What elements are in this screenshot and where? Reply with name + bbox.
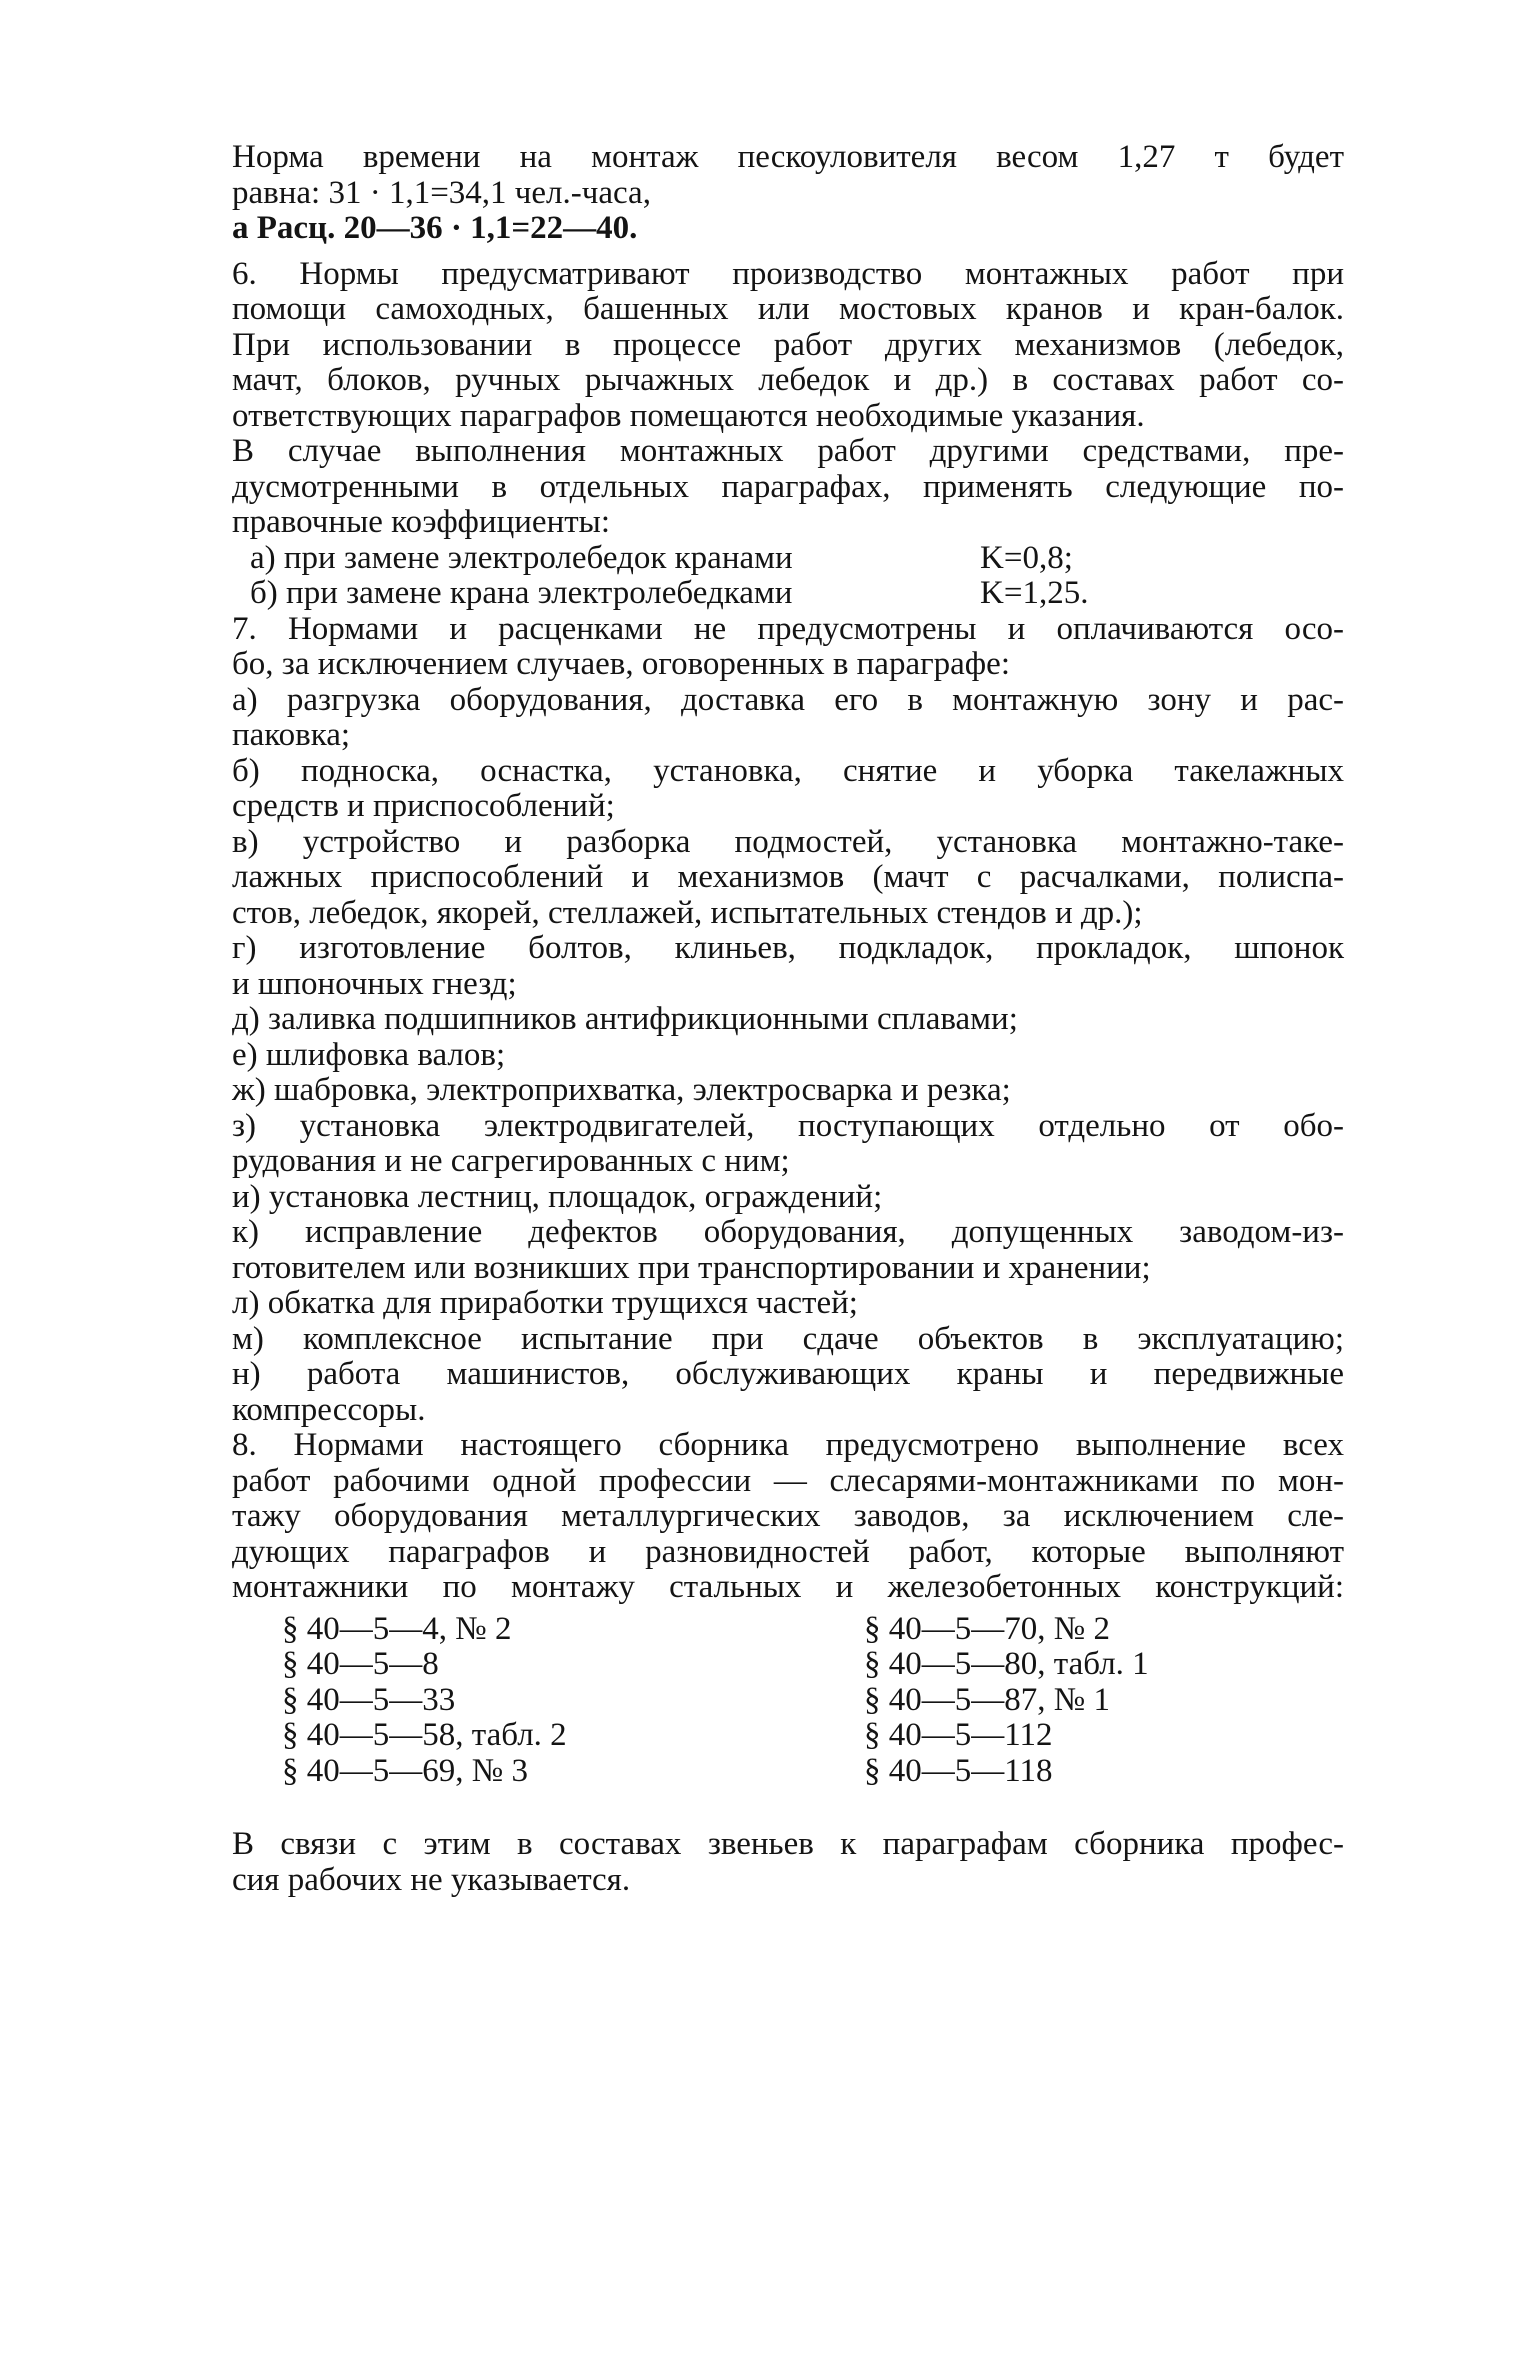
p6-line: ответствующих параграфов помещаются необходимые указания. [232, 397, 1145, 434]
list-item-line: паковка; [232, 717, 351, 753]
coefficient-text: а) при замене электролебедок кранами [250, 539, 793, 576]
list-item-line: и) установка лестниц, площадок, ограждений; [232, 1178, 883, 1215]
p7-line: бо, за исключением случаев, оговоренных в параграфе: [232, 646, 1010, 682]
list-item-line: б) подноска, оснастка, установка, снятие и уборка такелажных [232, 752, 1344, 789]
coefficient-row [232, 541, 1344, 577]
tail-line: сия рабочих не указывается. [232, 1861, 631, 1898]
coefficient-value: K=1,25. [980, 575, 1089, 611]
intro-line-1: Норма времени на монтаж пескоуловителя весом 1,27 т будет [232, 139, 1344, 175]
reference-left: § 40—5—58, табл. 2 [282, 1717, 567, 1753]
p6-line: 6. Нормы предусматривают производство монтажных работ при [232, 255, 1344, 292]
p6b-line: В случае выполнения монтажных работ другими средствами, пре- [232, 433, 1344, 469]
list-item-line: л) обкатка для приработки трущихся частей; [232, 1285, 858, 1321]
list-item-line: и шпоночных гнезд; [232, 965, 517, 1002]
p8-line: дующих параграфов и разновидностей работ, которые выполняют [232, 1533, 1344, 1570]
list-item-line: н) работа машинистов, обслуживающих краны и передвижные [232, 1356, 1344, 1392]
p7-line: 7. Нормами и расценками не предусмотрены и оплачиваются осо- [232, 610, 1344, 647]
document-page [232, 140, 1344, 1898]
reference-right: § 40—5—112 [864, 1717, 1053, 1753]
p6-line: помощи самоходных, башенных или мостовых кранов и кран-балок. [232, 291, 1344, 327]
list-item-line: м) комплексное испытание при сдаче объектов в эксплуатацию; [232, 1320, 1344, 1357]
p8-line: 8. Нормами настоящего сборника предусмотрено выполнение всех [232, 1427, 1344, 1463]
reference-right: § 40—5—118 [864, 1752, 1053, 1789]
list-item-line: ж) шабровка, электроприхватка, электросварка и резка; [232, 1072, 1011, 1108]
paragraph-6b [232, 434, 1344, 541]
paragraph-8 [232, 1428, 1344, 1606]
p6-line: При использовании в процессе работ других механизмов (лебедок, [232, 326, 1344, 363]
list-item-line: г) изготовление болтов, клиньев, подкладок, прокладок, шпонок [232, 930, 1344, 966]
p6-line: мачт, блоков, ручных рычажных лебедок и др.) в составах работ со- [232, 362, 1344, 398]
intro-block [232, 140, 1344, 247]
paragraph-references [282, 1612, 1344, 1790]
coefficient-value: K=0,8; [980, 539, 1073, 576]
list-item-line: лажных приспособлений и механизмов (мачт с расчалками, полиспа- [232, 859, 1344, 895]
tail-line: В связи с этим в составах звеньев к параграфам сборника профес- [232, 1826, 1344, 1862]
paragraph-7 [232, 612, 1344, 683]
coefficient-text: б) при замене крана электролебедками [250, 575, 793, 611]
list-item-line: готовителем или возникших при транспортировании и хранении; [232, 1249, 1151, 1286]
exclusion-list [232, 683, 1344, 1429]
reference-right: § 40—5—87, № 1 [864, 1681, 1110, 1718]
reference-left: § 40—5—33 [282, 1681, 456, 1718]
list-item-line: в) устройство и разборка подмостей, установка монтажно-таке- [232, 823, 1344, 860]
reference-left: § 40—5—4, № 2 [282, 1610, 512, 1647]
p8-line: монтажники по монтажу стальных и железобетонных конструкций: [232, 1569, 1344, 1605]
p8-line: работ рабочими одной профессии — слесарями-монтажниками по мон- [232, 1462, 1344, 1499]
list-item-line: компрессоры. [232, 1391, 426, 1428]
coefficient-list [232, 541, 1344, 612]
list-item-line: д) заливка подшипников антифрикционными сплавами; [232, 1001, 1018, 1037]
list-item-line: стов, лебедок, якорей, стеллажей, испытательных стендов и др.); [232, 894, 1143, 931]
reference-right: § 40—5—80, табл. 1 [864, 1646, 1149, 1682]
list-item-line: з) установка электродвигателей, поступающих отдельно от обо- [232, 1107, 1344, 1144]
p8-line: тажу оборудования металлургических заводов, за исключением сле- [232, 1498, 1344, 1534]
coefficient-row [232, 576, 1344, 612]
p6b-line: дусмотренными в отдельных параграфах, применять следующие по- [232, 468, 1344, 505]
p6b-line: правочные коэффициенты: [232, 504, 610, 540]
list-item-line: а) разгрузка оборудования, доставка его в монтажную зону и рас- [232, 681, 1344, 718]
closing-paragraph [232, 1827, 1344, 1898]
reference-left: § 40—5—8 [282, 1646, 439, 1682]
intro-line-3: а Расц. 20—36 · 1,1=22—40. [232, 210, 638, 246]
list-item-line: е) шлифовка валов; [232, 1036, 506, 1073]
list-item-line: рудования и не сагрегированных с ним; [232, 1143, 790, 1179]
paragraph-6 [232, 257, 1344, 435]
intro-line-2: равна: 31 · 1,1=34,1 чел.-часа, [232, 174, 651, 211]
reference-right: § 40—5—70, № 2 [864, 1610, 1110, 1647]
list-item-line: средств и приспособлений; [232, 788, 615, 824]
list-item-line: к) исправление дефектов оборудования, допущенных заводом-из- [232, 1214, 1344, 1250]
reference-left: § 40—5—69, № 3 [282, 1752, 528, 1789]
